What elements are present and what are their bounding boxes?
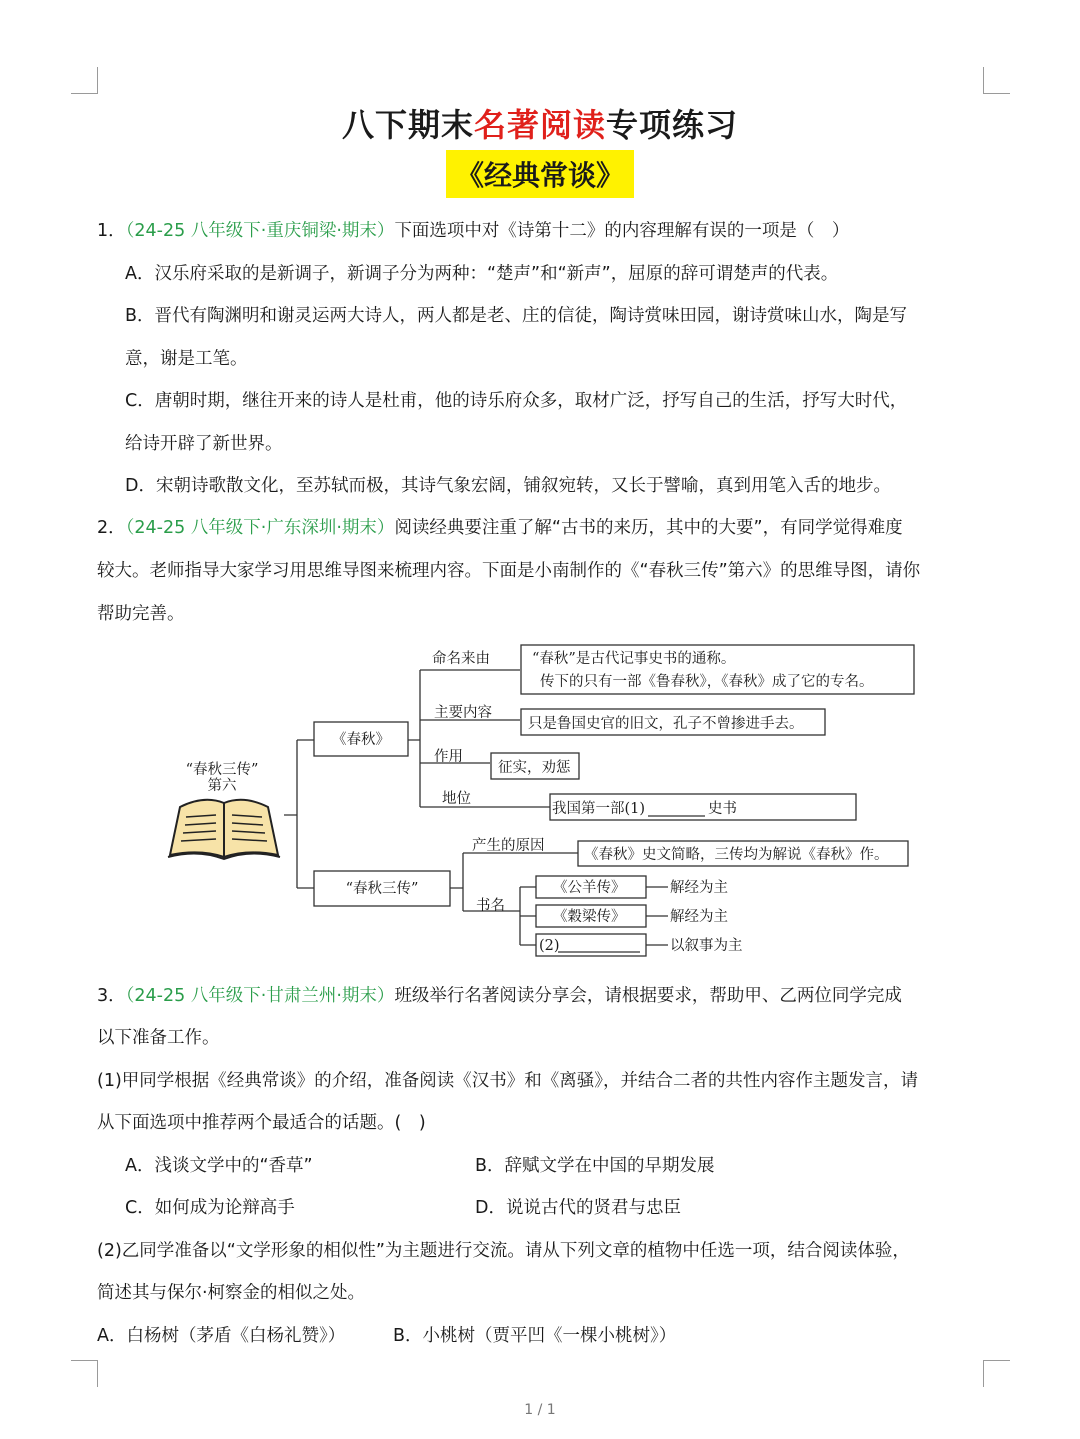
- q1-stem: [97, 217, 849, 242]
- open-book-icon: [168, 800, 280, 859]
- book3-title: (2): [539, 938, 560, 954]
- q3-sub2-line1: (2)乙同学准备以“文学形象的相似性”为主题进行交流。请从下列文章的植物中任选一项，结合阅读体验，: [97, 1241, 910, 1261]
- label-status: 地位: [442, 791, 471, 807]
- corner-mark-bottom-right: [983, 1360, 1010, 1387]
- q3-number: 3．: [97, 986, 126, 1006]
- corner-mark-top-right: [983, 67, 1010, 94]
- q1-number: 1．: [97, 221, 126, 241]
- q3-source: （24-25 八年级下·甘肃兰州·期末）: [125, 986, 395, 1006]
- label-content: 主要内容: [434, 705, 492, 721]
- q2-stem-line1: [97, 514, 903, 539]
- q3-sub1-line2: 从下面选项中推荐两个最适合的话题。( ): [97, 1113, 426, 1133]
- label-reason: 产生的原因: [472, 838, 545, 854]
- q2-stem-line2: 较大。老师指导大家学习用思维导图来梳理内容。下面是小南制作的《“春秋三传”第六》的思维导图，请你: [97, 561, 921, 581]
- label-books: 书名: [476, 898, 505, 914]
- q1-option-c-line2: 给诗开辟了新世界。: [125, 434, 283, 454]
- mind-map: [160, 635, 930, 965]
- book1-title: 《公羊传》: [553, 880, 626, 896]
- corner-mark-bottom-left: [71, 1360, 98, 1387]
- title-part3: 专项练习: [606, 106, 739, 144]
- q3-sub1-option-a: A．浅谈文学中的“香草”: [125, 1156, 313, 1176]
- root-label-line1: “春秋三传”: [185, 762, 259, 778]
- function-text: 征实，劝惩: [498, 760, 571, 776]
- q3-stem-line1: [97, 982, 902, 1007]
- q2-source: （24-25 八年级下·广东深圳·期末）: [125, 518, 395, 538]
- page-title: [0, 100, 1080, 146]
- root-connector: [284, 740, 314, 888]
- node-sanzhuan-label: “春秋三传”: [345, 881, 419, 897]
- q3-sub1-option-c: C．如何成为论辩高手: [125, 1198, 295, 1218]
- page-subtitle: 《经典常谈》: [446, 150, 634, 198]
- q3-stem-text: 班级举行名著阅读分享会，请根据要求，帮助甲、乙两位同学完成: [394, 986, 902, 1006]
- title-part1: 八下期末: [341, 106, 474, 144]
- reason-text: 《春秋》史文简略，三传均为解说《春秋》作。: [584, 847, 889, 863]
- books-connector: [520, 887, 536, 945]
- book1-desc: 解经为主: [670, 880, 728, 896]
- q3-stem-line2: 以下准备工作。: [97, 1028, 220, 1048]
- q1-option-b-line1: B．晋代有陶渊明和谢灵运两大诗人，两人都是老、庄的信徒，陶诗赏味田园，谢诗赏味山水，陶是写: [125, 306, 908, 326]
- q1-option-b-line2: 意，谢是工笔。: [125, 349, 248, 369]
- q3-sub1-option-d: D．说说古代的贤君与忠臣: [475, 1198, 681, 1218]
- book3-desc: 以叙事为主: [670, 938, 743, 954]
- q2-stem-line3: 帮助完善。: [97, 604, 185, 624]
- content-text: 只是鲁国史官的旧文，孔子不曾掺进手去。: [528, 716, 804, 732]
- naming-text-line2: 传下的只有一部《鲁春秋》，《春秋》成了它的专名。: [540, 674, 874, 690]
- label-naming: 命名来由: [432, 651, 490, 667]
- page-number: 1 / 1: [524, 1402, 556, 1418]
- corner-mark-top-left: [71, 67, 98, 94]
- subtitle-wrap: [0, 150, 1080, 198]
- q3-sub2-line2: 简述其与保尔·柯察金的相似之处。: [97, 1283, 366, 1303]
- book2-desc: 解经为主: [670, 909, 728, 925]
- q2-number: 2．: [97, 518, 126, 538]
- node-chunqiu-label: 《春秋》: [332, 732, 390, 748]
- q1-stem-text: 下面选项中对《诗第十二》的内容理解有误的一项是（ ）: [394, 221, 850, 241]
- q3-sub2-option-b: B．小桃树（贾平凹《一棵小桃树》）: [393, 1326, 677, 1346]
- q3-sub1-line1: (1)甲同学根据《经典常谈》的介绍，准备阅读《汉书》和《离骚》，并结合二者的共性内容作主题发言，请: [97, 1071, 919, 1091]
- q1-option-a: A．汉乐府采取的是新调子，新调子分为两种：“楚声”和“新声”，屈原的辞可谓楚声的代表。: [125, 264, 839, 284]
- label-function: 作用: [434, 749, 463, 765]
- book2-title: 《穀梁传》: [553, 909, 626, 925]
- status-suffix: 史书: [708, 801, 737, 817]
- q3-sub2-option-a: A．白杨树（茅盾《白杨礼赞》）: [97, 1326, 346, 1346]
- q1-option-d: D．宋朝诗歌散文化，至苏轼而极，其诗气象宏阔，铺叙宛转，又长于譬喻，真到用笔入舌的地步。: [125, 476, 891, 496]
- q1-source: （24-25 八年级下·重庆铜梁·期末）: [125, 221, 395, 241]
- naming-text-line1: “春秋”是古代记事史书的通称。: [532, 651, 736, 667]
- q1-option-c-line1: C．唐朝时期，继往开来的诗人是杜甫，他的诗乐府众多，取材广泛，抒写自己的生活，抒写大时代，: [125, 391, 908, 411]
- status-prefix: 我国第一部(1): [552, 801, 646, 817]
- q2-stem-text: 阅读经典要注重了解“古书的来历，其中的大要”，有同学觉得难度: [394, 518, 903, 538]
- q3-sub1-option-b: B．辞赋文学在中国的早期发展: [475, 1156, 715, 1176]
- root-label-line2: 第六: [207, 778, 237, 794]
- title-part2: 名著阅读: [473, 106, 606, 144]
